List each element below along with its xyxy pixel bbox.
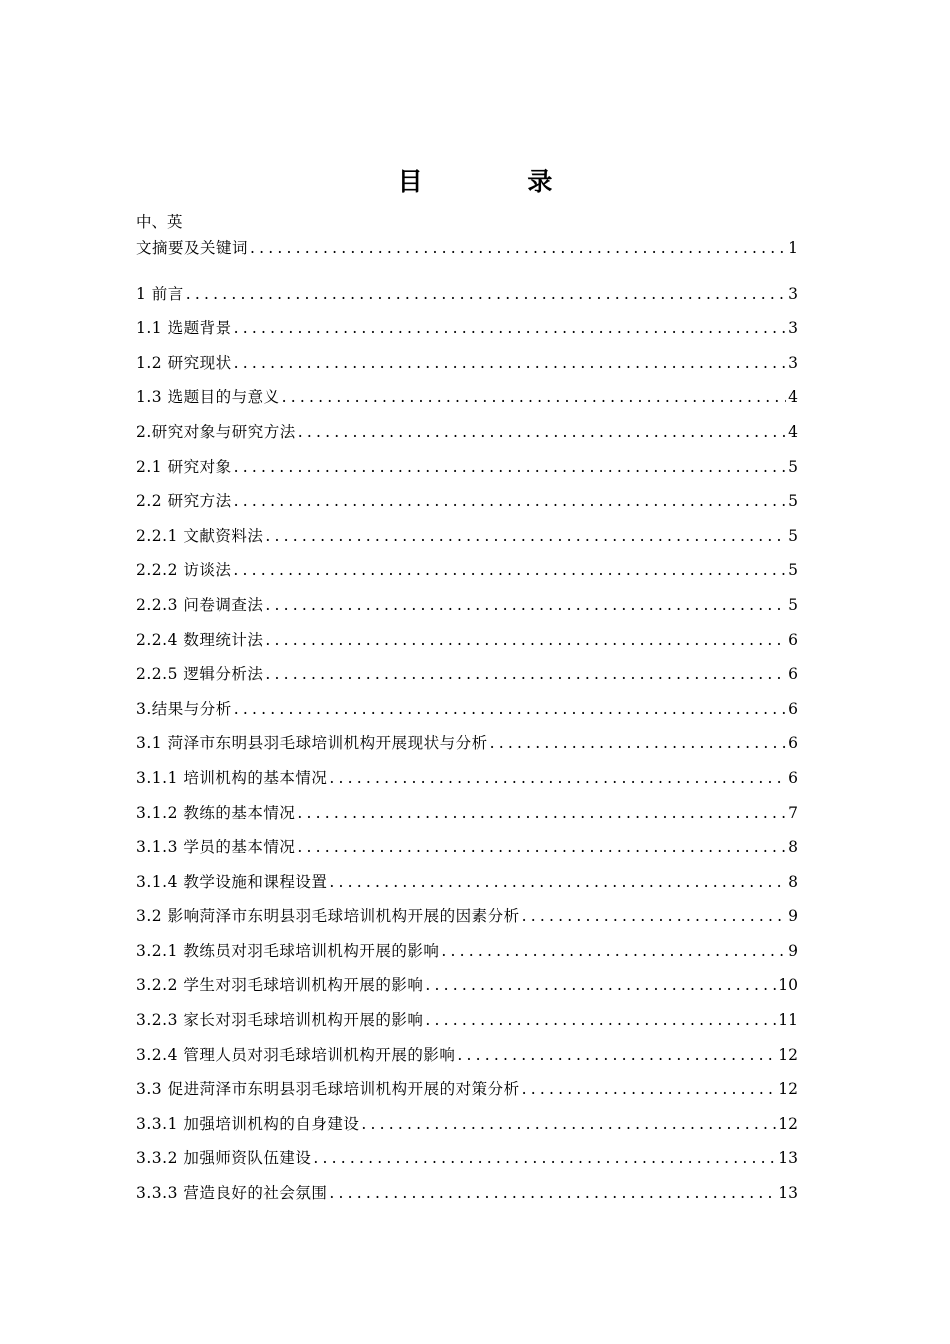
toc-entry-text: 3.3.3 营造良好的社会氛围 — [136, 1184, 328, 1203]
toc-page-number: 5 — [788, 526, 798, 545]
toc-leader-dots — [425, 1010, 776, 1030]
toc-entry-text: 3.结果与分析 — [136, 699, 232, 718]
toc-entry-text: 2.2.4 数理统计法 — [136, 630, 264, 649]
toc-page-number: 3 — [788, 319, 798, 338]
toc-entry[interactable] — [136, 857, 798, 892]
toc-entry-text: 2.1 研究对象 — [136, 457, 232, 476]
toc-entry-text: 3.1.4 教学设施和课程设置 — [136, 872, 328, 891]
toc-page-number: 12 — [778, 1080, 798, 1099]
toc-leader-dots — [441, 941, 786, 961]
toc-page-number: 6 — [788, 734, 798, 753]
toc-page-number: 9 — [788, 907, 798, 926]
toc-entry-text: 3.2.1 教练员对羽毛球培训机构开展的影响 — [136, 941, 440, 960]
toc-entry-text: 2.2.5 逻辑分析法 — [136, 665, 264, 684]
toc-entry-text: 2.2.3 问卷调查法 — [136, 595, 264, 614]
toc-entry[interactable] — [136, 407, 798, 442]
toc-leader-dots — [265, 595, 786, 615]
toc-entry-text: 1 前言 — [136, 284, 184, 303]
toc-page-number: 8 — [788, 872, 798, 891]
toc-leader-dots — [522, 1079, 777, 1099]
toc-entry-text: 3.2.3 家长对羽毛球培训机构开展的影响 — [136, 1011, 424, 1030]
toc-entry[interactable] — [136, 788, 798, 823]
toc-page-number: 11 — [778, 1011, 798, 1030]
toc-page-number: 9 — [788, 941, 798, 960]
toc-entry-text: 3.1.2 教练的基本情况 — [136, 803, 296, 822]
toc-leader-dots — [329, 1183, 776, 1203]
toc-page-number: 5 — [788, 492, 798, 511]
toc-entry-text: 1.2 研究现状 — [136, 353, 232, 372]
toc-entry[interactable] — [136, 373, 798, 408]
toc-entry-text: 2.2.2 访谈法 — [136, 561, 232, 580]
toc-entry-text: 3.3.2 加强师资队伍建设 — [136, 1149, 312, 1168]
toc-entry[interactable] — [136, 338, 798, 373]
toc-leader-dots — [265, 664, 786, 684]
toc-entry[interactable] — [136, 1030, 798, 1065]
toc-entry[interactable] — [136, 212, 798, 269]
toc-entry-text: 3.3 促进菏泽市东明县羽毛球培训机构开展的对策分析 — [136, 1080, 520, 1099]
toc-page-number: 6 — [788, 665, 798, 684]
toc-leader-dots — [233, 560, 786, 580]
toc-entry-text: 3.1.1 培训机构的基本情况 — [136, 768, 328, 787]
toc-entry[interactable] — [136, 1168, 798, 1203]
toc-leader-dots — [234, 491, 787, 511]
toc-entry-text: 1.3 选题目的与意义 — [136, 388, 280, 407]
toc-leader-dots — [265, 526, 786, 546]
toc-entry-text: 1.1 选题背景 — [136, 319, 232, 338]
toc-leader-dots — [329, 768, 786, 788]
toc-entry[interactable] — [136, 304, 798, 339]
toc-page-number: 6 — [788, 630, 798, 649]
toc-leader-dots — [297, 803, 786, 823]
toc-entry-text: 3.2.4 管理人员对羽毛球培训机构开展的影响 — [136, 1045, 456, 1064]
toc-entry[interactable] — [136, 684, 798, 719]
toc-leader-dots — [234, 353, 787, 373]
toc-page-number: 3 — [788, 353, 798, 372]
toc-page-number: 3 — [788, 284, 798, 303]
toc-leader-dots — [297, 837, 786, 857]
toc-entry[interactable] — [136, 650, 798, 685]
toc-page-number: 12 — [778, 1114, 798, 1133]
toc-page-number: 12 — [778, 1045, 798, 1064]
toc-entry[interactable] — [136, 580, 798, 615]
toc-entry[interactable] — [136, 511, 798, 546]
toc-page-number: 4 — [788, 388, 798, 407]
toc-entry-text: 3.2.2 学生对羽毛球培训机构开展的影响 — [136, 976, 424, 995]
toc-entry-text: 3.1.3 学员的基本情况 — [136, 838, 296, 857]
toc-list — [136, 212, 798, 1203]
toc-leader-dots — [329, 872, 786, 892]
toc-page-number: 6 — [788, 768, 798, 787]
toc-entry[interactable] — [136, 269, 798, 304]
toc-entry[interactable] — [136, 719, 798, 754]
toc-leader-dots — [234, 699, 786, 719]
toc-leader-dots — [425, 975, 776, 995]
toc-entry[interactable] — [136, 892, 798, 927]
toc-leader-dots — [250, 238, 786, 258]
toc-entry-text: 2.2 研究方法 — [136, 492, 232, 511]
toc-entry[interactable] — [136, 995, 798, 1030]
toc-entry-text: 2.2.1 文献资料法 — [136, 526, 264, 545]
toc-entry[interactable] — [136, 961, 798, 996]
toc-entry[interactable] — [136, 1134, 798, 1169]
toc-entry[interactable] — [136, 546, 798, 581]
toc-entry-text: 文摘要及关键词 — [136, 239, 249, 257]
toc-leader-dots — [265, 630, 786, 650]
toc-entry[interactable] — [136, 615, 798, 650]
toc-leader-dots — [313, 1148, 776, 1168]
toc-page-number: 6 — [788, 699, 798, 718]
toc-leader-dots — [298, 422, 786, 442]
toc-entry-text: 3.1 菏泽市东明县羽毛球培训机构开展现状与分析 — [136, 734, 488, 753]
toc-entry-text: 3.2 影响菏泽市东明县羽毛球培训机构开展的因素分析 — [136, 907, 520, 926]
toc-leader-dots — [186, 284, 786, 304]
toc-entry[interactable] — [136, 477, 798, 512]
toc-page-number: 4 — [788, 422, 798, 441]
toc-page-number: 13 — [778, 1149, 798, 1168]
toc-leader-dots — [234, 457, 787, 477]
toc-entry[interactable] — [136, 442, 798, 477]
toc-leader-dots — [234, 318, 787, 338]
toc-leader-dots — [282, 387, 787, 407]
toc-entry[interactable] — [136, 926, 798, 961]
toc-leader-dots — [361, 1114, 776, 1134]
toc-entry-text: 2.研究对象与研究方法 — [136, 422, 296, 441]
toc-entry[interactable] — [136, 1065, 798, 1100]
toc-page-number: 10 — [778, 976, 798, 995]
toc-entry[interactable] — [136, 753, 798, 788]
toc-entry-text: 3.3.1 加强培训机构的自身建设 — [136, 1114, 360, 1133]
toc-page-number: 5 — [788, 595, 798, 614]
toc-leader-dots — [457, 1045, 776, 1065]
toc-entry[interactable] — [136, 1099, 798, 1134]
toc-leader-dots — [490, 733, 787, 753]
toc-page-number: 8 — [788, 838, 798, 857]
toc-page-number: 1 — [788, 239, 798, 257]
toc-page-number: 7 — [788, 803, 798, 822]
toc-entry-text-line1: 中、英 — [136, 213, 183, 231]
toc-leader-dots — [522, 906, 787, 926]
toc-entry[interactable] — [136, 823, 798, 858]
toc-page-number: 5 — [788, 561, 798, 580]
toc-title: 目 录 — [397, 167, 601, 196]
toc-page-number: 13 — [778, 1184, 798, 1203]
toc-page-number: 5 — [788, 457, 798, 476]
